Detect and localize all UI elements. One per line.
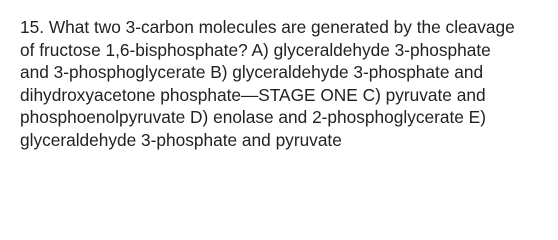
question-line: 15. What two 3-carbon molecules are generated by the cleavage (20, 17, 515, 37)
question-line: glyceraldehyde 3-phosphate and pyruvate (20, 129, 342, 150)
question-text (20, 16, 546, 152)
question-line: phosphoenolpyruvate D) enolase and 2-phosphoglycerate E) (20, 107, 486, 128)
question-line: of fructose 1,6-bisphosphate? A) glyceraldehyde 3-phosphate (20, 39, 491, 60)
question-line: and 3-phosphoglycerate B) glyceraldehyde 3-phosphate and (20, 62, 484, 83)
question-line: dihydroxyacetone phosphate—STAGE ONE C) pyruvate and (20, 84, 486, 105)
